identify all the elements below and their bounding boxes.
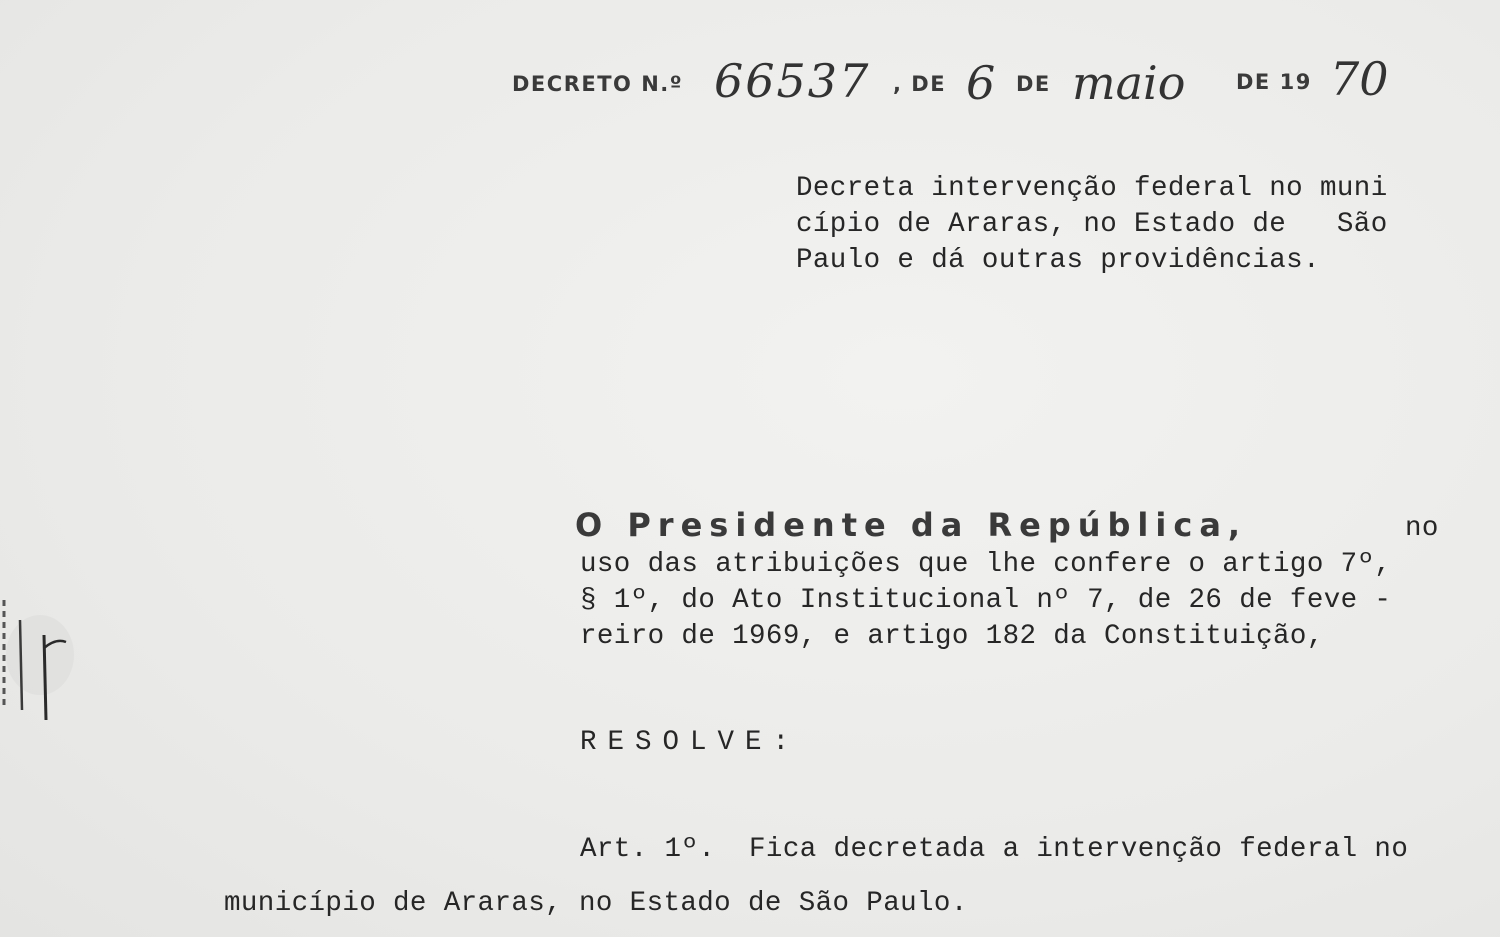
- decree-prefix: DECRETO N.º: [512, 72, 684, 96]
- decree-de-label-2: DE: [1016, 72, 1051, 96]
- decree-de-label: , DE: [893, 72, 947, 96]
- decree-year-prefix: DE 19: [1236, 70, 1312, 94]
- president-title: O Presidente da República,: [575, 506, 1248, 544]
- summary-line: Paulo e dá outras providências.: [796, 245, 1320, 276]
- preamble-line: § 1º, do Ato Institucional nº 7, de 26 de feve -: [580, 585, 1392, 616]
- resolve-heading: RESOLVE:: [580, 727, 801, 758]
- preamble-line: uso das atribuições que lhe confere o artigo 7º,: [580, 549, 1392, 580]
- article-line: município de Araras, no Estado de São Paulo.: [224, 888, 968, 919]
- decree-day: 6: [966, 56, 996, 110]
- summary-line: cípio de Araras, no Estado de São: [796, 209, 1388, 240]
- summary-line: Decreta intervenção federal no muni: [796, 173, 1388, 204]
- article-line: Art. 1º. Fica decretada a intervenção federal no: [580, 834, 1409, 865]
- preamble-line: no: [1405, 513, 1439, 544]
- margin-mark-icon: [0, 560, 80, 740]
- preamble-line: reiro de 1969, e artigo 182 da Constituição,: [580, 621, 1324, 652]
- decree-year-suffix: 70: [1330, 52, 1389, 106]
- decree-month: maio: [1072, 56, 1186, 110]
- decree-number: 66537: [714, 54, 871, 108]
